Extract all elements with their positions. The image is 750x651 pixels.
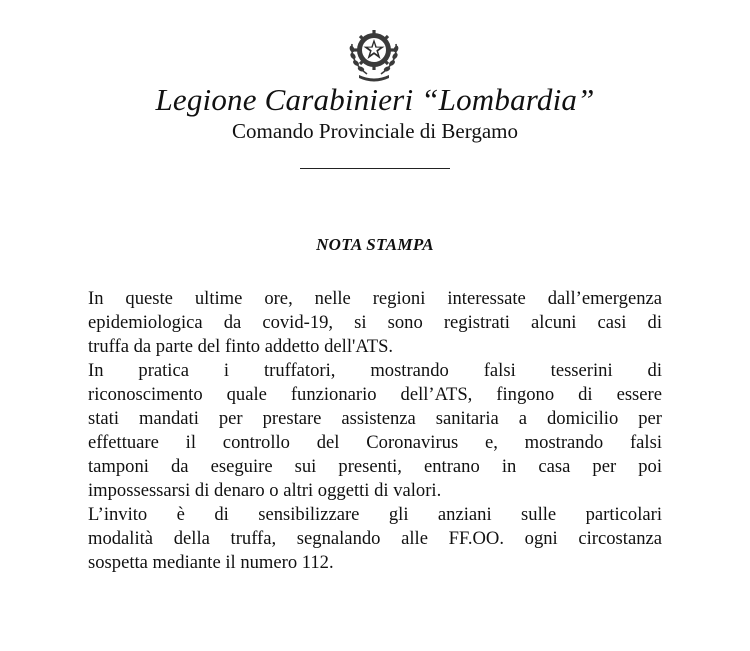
body-line: In queste ultime ore, nelle regioni interessate dall’emergenza [88, 288, 662, 309]
italian-republic-emblem-icon [345, 22, 403, 84]
provincial-command-subtitle: Comando Provinciale di Bergamo [232, 119, 518, 143]
body-line: L’invito è di sensibilizzare gli anziani sulle particolari [88, 504, 662, 525]
header-divider [300, 168, 450, 169]
body-line: In pratica i truffatori, mostrando falsi tesserini di [88, 360, 662, 381]
body-line: epidemiologica da covid-19, si sono registrati alcuni casi di [88, 312, 662, 333]
body-line: truffa da parte del finto addetto dell'ATS. [88, 336, 394, 357]
press-note-heading: NOTA STAMPA [316, 235, 434, 254]
body-line: sospetta mediante il numero 112. [88, 552, 334, 573]
body-line: impossessarsi di denaro o altri oggetti di valori. [88, 480, 442, 501]
body-line: modalità della truffa, segnalando alle FF.OO. ogni circostanza [88, 528, 662, 549]
body-line: tamponi da eseguire sui presenti, entrano in casa per poi [88, 456, 662, 477]
body-line: effettuare il controllo del Coronavirus e, mostrando falsi [88, 432, 662, 453]
press-note-body [88, 287, 662, 575]
body-line: stati mandati per prestare assistenza sanitaria a domicilio per [88, 408, 662, 429]
body-line: riconoscimento quale funzionario dell’ATS, fingono di essere [88, 384, 662, 405]
legion-title: Legione Carabinieri “Lombardia” [155, 82, 595, 117]
